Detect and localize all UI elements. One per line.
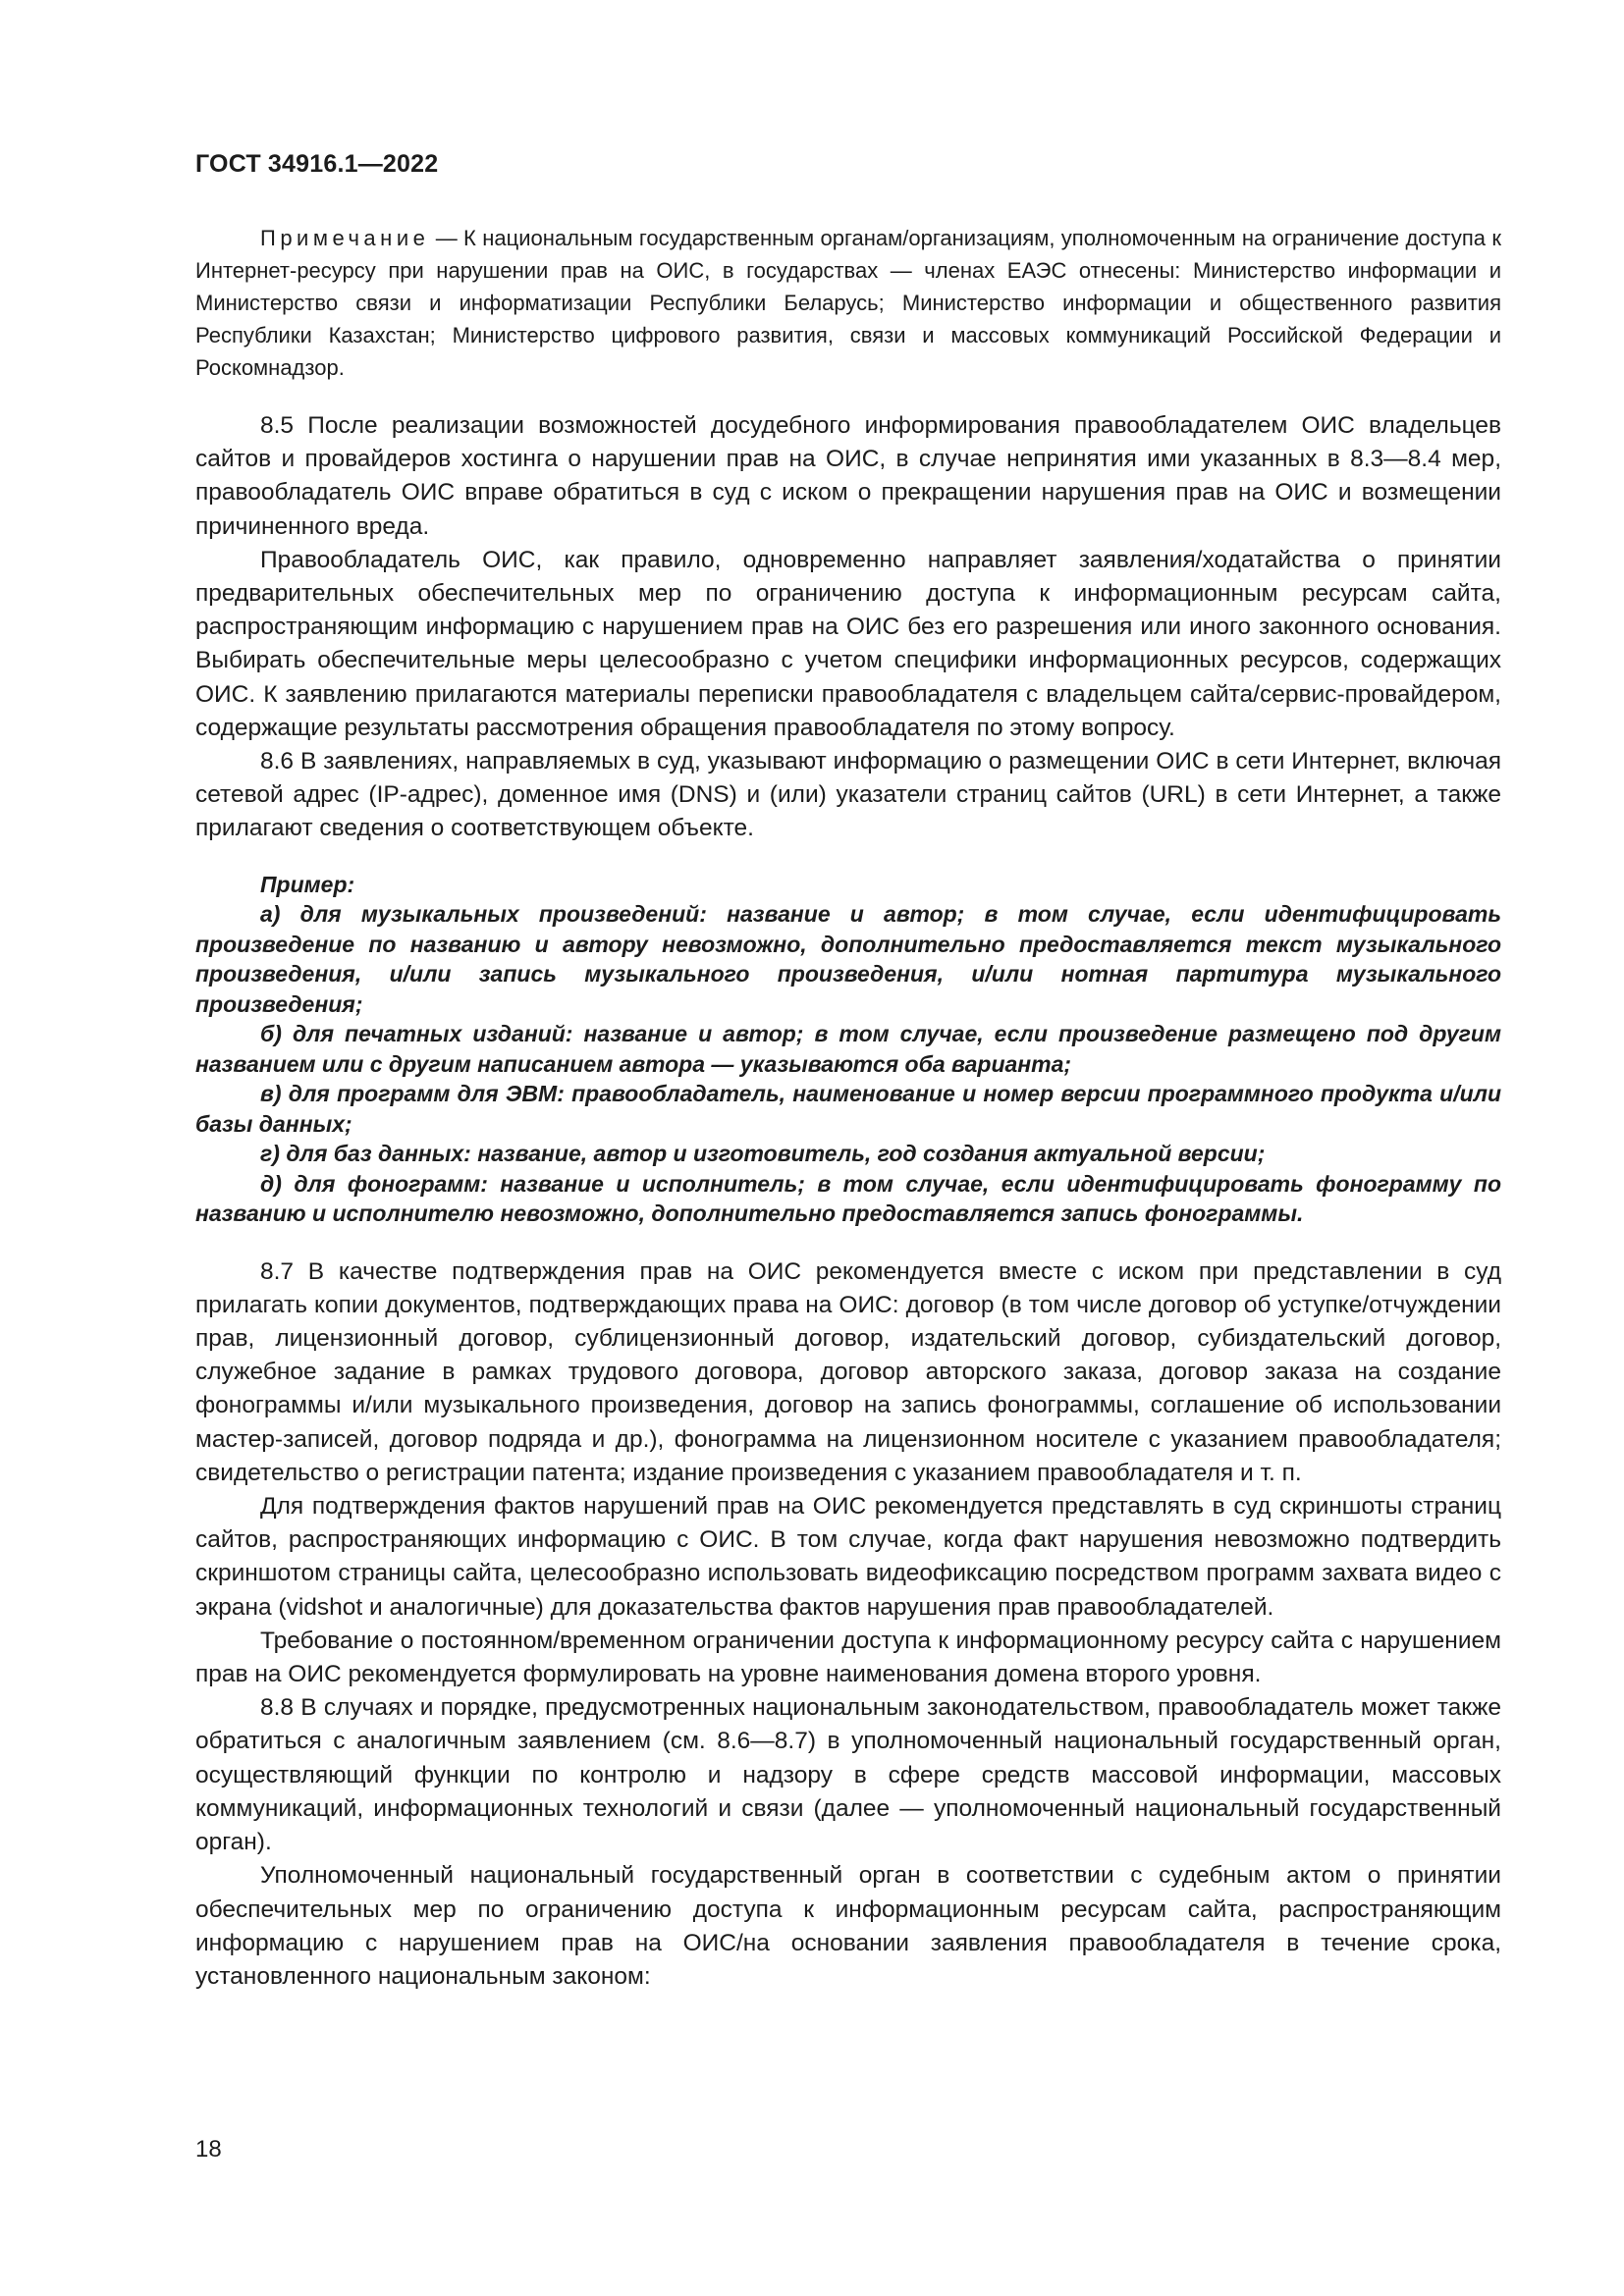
paragraph-8-7: 8.7 В качестве подтверждения прав на ОИС рекомендуется вместе с иском при представлении в суд прилагать копии документов, подтверждающих права на ОИС: договор (в том числе договор об уступке/отчуждении прав, лицензионный договор, сублицензионный договор, издательский договор, субиздательский договор, служебное задание в рамках трудового договора, договор авторского заказа, договор заказа на создание фонограммы и/или музыкального произведения, договор на запись фонограммы, соглашение об использовании мастер-записей, договор подряда и др.), фонограмма на лицензионном носителе с указанием правообладателя; свидетельство о регистрации патента; издание произведения с указанием правообладателя и т. п. bbox=[195, 1257, 1501, 1486]
document-code-header: ГОСТ 34916.1—2022 bbox=[195, 150, 439, 178]
note-paragraph bbox=[195, 222, 1501, 384]
paragraph-8-5: 8.5 После реализации возможностей досудебного информирования правообладателем ОИС владельцев сайтов и провайдеров хостинга о нарушении прав на ОИС, в случае непринятия ими указанных в 8.3—8.4 мер, правообладатель ОИС вправе обратиться в суд с иском о прекращении нарушения прав на ОИС и возмещении причиненного вреда. bbox=[195, 412, 1501, 540]
example-title: Пример: bbox=[260, 871, 355, 897]
note-text: — К национальным государственным органам/организациям, уполномоченным на ограничение доступа к Интернет-ресурсу при нарушении прав на ОИС, в государствах — членах ЕАЭС отнесены: Министерство информации и Министерство связи и информатизации Республики Беларусь; Министерство информации и общественного развития Республики Казахстан; Министерство цифрового развития, связи и массовых коммуникаций Российской Федерации и Роскомнадзор. bbox=[195, 226, 1501, 380]
example-item-a: а) для музыкальных произведений: название и автор; в том случае, если идентифицировать произведение по названию и автору невозможно, дополнительно предоставляется текст музыкального произведения, и/или запись музыкального произведения, и/или нотная партитура музыкального произведения; bbox=[195, 901, 1501, 1017]
paragraph-rightholder: Правообладатель ОИС, как правило, одновременно направляет заявления/ходатайства о принятии предварительных обеспечительных мер по ограничению доступа к информационным ресурсам сайта, распространяющим информацию с нарушением прав на ОИС без его разрешения или иного законного основания. Выбирать обеспечительные меры целесообразно с учетом специфики информационных ресурсов, содержащих ОИС. К заявлению прилагаются материалы переписки правообладателя с владельцем сайта/сервис-провайдером, содержащие результаты рассмотрения обращения правообладателя по этому вопросу. bbox=[195, 546, 1501, 741]
page-body bbox=[195, 222, 1501, 1994]
page-number: 18 bbox=[195, 2136, 222, 2163]
example-item-b: б) для печатных изданий: название и автор; в том случае, если произведение размещено под другим названием или с другим написанием автора — указываются оба варианта; bbox=[195, 1021, 1501, 1077]
paragraph-authorized-body: Уполномоченный национальный государственный орган в соответствии с судебным актом о принятии обеспечительных мер по ограничению доступа к информационным ресурсам сайта, распространяющим информацию с нарушением прав на ОИС/на основании заявления правообладателя в течение срока, установленного национальным законом: bbox=[195, 1862, 1501, 1990]
paragraph-screenshots: Для подтверждения фактов нарушений прав на ОИС рекомендуется представлять в суд скриншоты страниц сайтов, распространяющих информацию с ОИС. В том случае, когда факт нарушения невозможно подтвердить скриншотом страницы сайта, целесообразно использовать видеофиксацию посредством программ захвата видео с экрана (vidshot и аналогичные) для доказательства фактов нарушения прав правообладателей. bbox=[195, 1493, 1501, 1621]
example-block bbox=[195, 870, 1501, 1229]
example-item-d: д) для фонограмм: название и исполнитель; в том случае, если идентифицировать фонограмму по названию и исполнителю невозможно, дополнительно предоставляется запись фонограммы. bbox=[195, 1170, 1501, 1227]
note-label: Примечание bbox=[260, 226, 430, 250]
example-item-g: г) для баз данных: название, автор и изготовитель, год создания актуальной версии; bbox=[260, 1141, 1266, 1167]
paragraph-domain-requirement: Требование о постоянном/временном ограничении доступа к информационному ресурсу сайта с нарушением прав на ОИС рекомендуется формулировать на уровне наименования домена второго уровня. bbox=[195, 1627, 1501, 1688]
paragraph-8-6: 8.6 В заявлениях, направляемых в суд, указывают информацию о размещении ОИС в сети Интернет, включая сетевой адрес (IP-адрес), доменное имя (DNS) и (или) указатели страниц сайтов (URL) в сети Интернет, а также прилагают сведения о соответствующем объекте. bbox=[195, 748, 1501, 842]
example-item-v: в) для программ для ЭВМ: правообладатель, наименование и номер версии программного продукта и/или базы данных; bbox=[195, 1081, 1501, 1137]
paragraph-8-8: 8.8 В случаях и порядке, предусмотренных национальным законодательством, правообладатель может также обратиться с аналогичным заявлением (см. 8.6—8.7) в уполномоченный национальный государственный орган, осуществляющий функции по контролю и надзору в сфере средств массовой информации, массовых коммуникаций, информационных технологий и связи (далее — уполномоченный национальный государственный орган). bbox=[195, 1694, 1501, 1856]
